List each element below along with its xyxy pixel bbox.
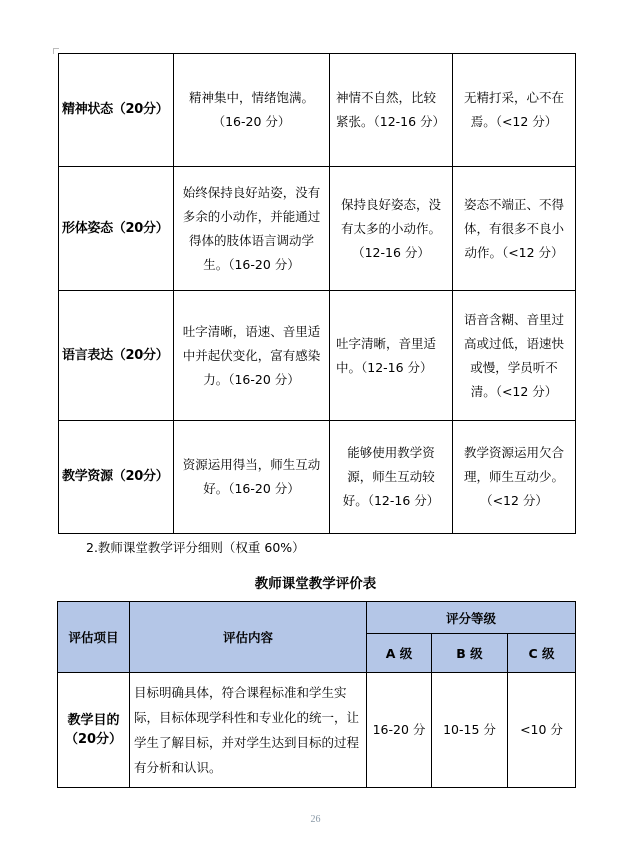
- table-title: 教师课堂教学评价表: [254, 576, 377, 592]
- header-grade-c: C 级: [508, 634, 576, 673]
- level-b-cell: [330, 421, 453, 534]
- level-b-text: 吐字清晰，音里适中。（12-16 分）: [336, 335, 437, 375]
- level-c-cell: [453, 54, 576, 167]
- header-content: 评估内容: [130, 602, 367, 673]
- level-b-cell: [330, 291, 453, 421]
- header-row: [58, 602, 576, 634]
- criteria-item: 形体姿态（20分）: [59, 167, 174, 291]
- level-b-text: 能够使用教学资源，师生互动较好。（12-16 分）: [342, 445, 440, 508]
- section-heading: 2.教师课堂教学评分细则（权重 60%）: [86, 540, 305, 555]
- header-grade-group: 评分等级: [367, 602, 576, 634]
- level-c-text: 无精打采，心不在焉。（<12 分）: [463, 90, 564, 129]
- table-row: [59, 54, 576, 167]
- criteria-item: 语言表达（20分）: [59, 291, 174, 421]
- table-row: [59, 167, 576, 291]
- criteria-table: [58, 53, 576, 534]
- grade-c-value: <10 分: [508, 673, 576, 788]
- criteria-item: 教学资源（20分）: [59, 421, 174, 534]
- grade-b-value: 10-15 分: [432, 673, 508, 788]
- level-c-text: 姿态不端正、不得体，有很多不良小动作。（<12 分）: [463, 196, 564, 260]
- level-c-cell: [453, 291, 576, 421]
- level-a-text: 始终保持良好站姿，没有多余的小动作，并能通过得体的肢体语言调动学生。（16-20 分）: [182, 184, 321, 272]
- level-c-text: 语音含糊、音里过高或过低，语速快或慢，学员听不清。（<12 分）: [463, 311, 564, 399]
- evaluation-item-score: （20分）: [64, 732, 123, 747]
- page-number: 26: [310, 814, 321, 825]
- table-row: [59, 421, 576, 534]
- level-a-cell: [174, 167, 330, 291]
- level-c-text: 教学资源运用欠合理，师生互动少。（<12 分）: [463, 445, 564, 508]
- criteria-item: 精神状态（20分）: [59, 54, 174, 167]
- header-grade-a: A 级: [367, 634, 432, 673]
- evaluation-item-name: 教学目的: [67, 713, 120, 728]
- level-c-cell: [453, 421, 576, 534]
- table-row: [59, 291, 576, 421]
- level-a-cell: [174, 54, 330, 167]
- grade-a-value: 16-20 分: [367, 673, 432, 788]
- level-a-text: 吐字清晰，语速、音里适中并起伏变化，富有感染力。（16-20 分）: [182, 323, 321, 387]
- level-a-text: 资源运用得当，师生互动好。（16-20 分）: [182, 457, 321, 496]
- evaluation-table: [57, 601, 576, 788]
- level-a-cell: [174, 291, 330, 421]
- level-b-cell: [330, 54, 453, 167]
- level-a-text: 精神集中，情绪饱满。（16-20 分）: [188, 90, 314, 129]
- header-grade-b: B 级: [432, 634, 508, 673]
- evaluation-item: [58, 673, 130, 788]
- level-b-cell: [330, 167, 453, 291]
- evaluation-content: 目标明确具体，符合课程标准和学生实际，目标体现学科性和专业化的统一，让学生了解目标，并对学生达到目标的过程有分析和认识。: [130, 673, 367, 788]
- level-c-cell: [453, 167, 576, 291]
- level-b-text: 神情不自然，比较紧张。（12-16 分）: [336, 90, 446, 129]
- table-row: [58, 673, 576, 788]
- header-item: 评估项目: [58, 602, 130, 673]
- level-a-cell: [174, 421, 330, 534]
- level-b-text: 保持良好姿态，没有太多的小动作。（12-16 分）: [340, 196, 441, 260]
